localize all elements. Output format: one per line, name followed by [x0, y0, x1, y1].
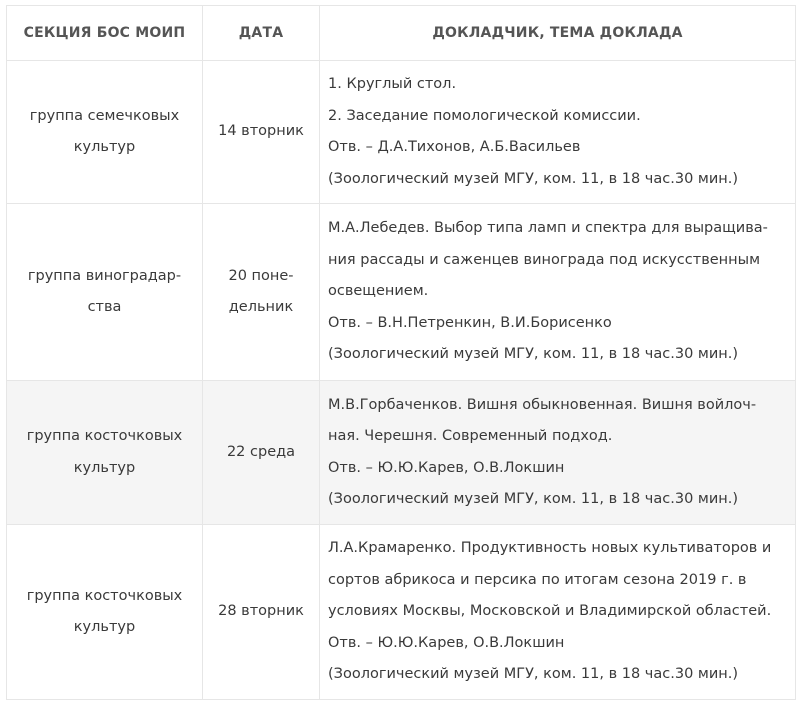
section-cell [7, 61, 203, 204]
section-text: ства [87, 299, 122, 315]
date-text: 28 вторник [218, 603, 304, 620]
section-cell [7, 525, 203, 700]
topic-text: ная. Черешня. Современный подход. [328, 428, 613, 444]
table-row [7, 61, 796, 204]
date-text: 20 поне- [228, 267, 294, 284]
date-text: 14 вторник [218, 123, 304, 140]
header-date: ДАТА [203, 6, 320, 61]
topic-text: (Зоологический музей МГУ, ком. 11, в 18 час.30 мин.) [328, 170, 739, 187]
table-row [7, 381, 796, 525]
section-text: культур [73, 459, 136, 476]
topic-cell [320, 61, 796, 204]
topic-text: Л.А.Крамаренко. Продуктивность новых культиваторов и [328, 540, 772, 557]
topic-cell [320, 204, 796, 381]
table-header-row [7, 6, 796, 61]
section-cell [7, 381, 203, 525]
topic-cell [320, 525, 796, 700]
date-cell [203, 204, 320, 381]
section-text: группа семечковых [29, 107, 180, 124]
header-topic: ДОКЛАДЧИК, ТЕМА ДОКЛАДА [320, 6, 796, 61]
header-section: СЕКЦИЯ БОС МОИП [7, 6, 203, 61]
topic-text: 2. Заседание помологической комиссии. [328, 107, 641, 124]
topic-text: Отв. – Ю.Ю.Карев, О.В.Локшин [328, 459, 565, 476]
date-text: дельник [228, 299, 294, 315]
section-text: культур [73, 139, 136, 155]
topic-text: 1. Круглый стол. [328, 76, 457, 92]
table-row [7, 204, 796, 381]
topic-text: условиях Москвы, Московской и Владимирской областей. [328, 603, 772, 620]
section-text: группа виноградар- [27, 267, 182, 284]
topic-text: Отв. – Ю.Ю.Карев, О.В.Локшин [328, 634, 565, 651]
topic-text: Отв. – Д.А.Тихонов, А.Б.Васильев [328, 139, 581, 155]
topic-text: сортов абрикоса и персика по итогам сезона 2019 г. в [328, 571, 747, 588]
date-cell [203, 525, 320, 700]
date-cell [203, 381, 320, 525]
topic-text: (Зоологический музей МГУ, ком. 11, в 18 час.30 мин.) [328, 491, 739, 507]
date-text: 22 среда [226, 443, 296, 460]
section-cell [7, 204, 203, 381]
section-text: группа косточковых [26, 428, 183, 444]
topic-text: М.В.Горбаченков. Вишня обыкновенная. Вишня войлоч- [328, 396, 757, 413]
topic-text: (Зоологический музей МГУ, ком. 11, в 18 час.30 мин.) [328, 666, 739, 683]
section-text: культур [73, 619, 136, 635]
topic-text: (Зоологический музей МГУ, ком. 11, в 18 час.30 мин.) [328, 346, 739, 363]
topic-text: ния рассады и саженцев винограда под искусственным [328, 251, 761, 268]
topic-cell [320, 381, 796, 525]
section-text: группа косточковых [26, 587, 183, 604]
topic-text: М.А.Лебедев. Выбор типа ламп и спектра для выращива- [328, 220, 768, 237]
topic-text: Отв. – В.Н.Петренкин, В.И.Борисенко [328, 314, 612, 331]
topic-text: освещением. [328, 283, 429, 300]
schedule-table [6, 5, 796, 700]
table-row [7, 525, 796, 700]
date-cell [203, 61, 320, 204]
